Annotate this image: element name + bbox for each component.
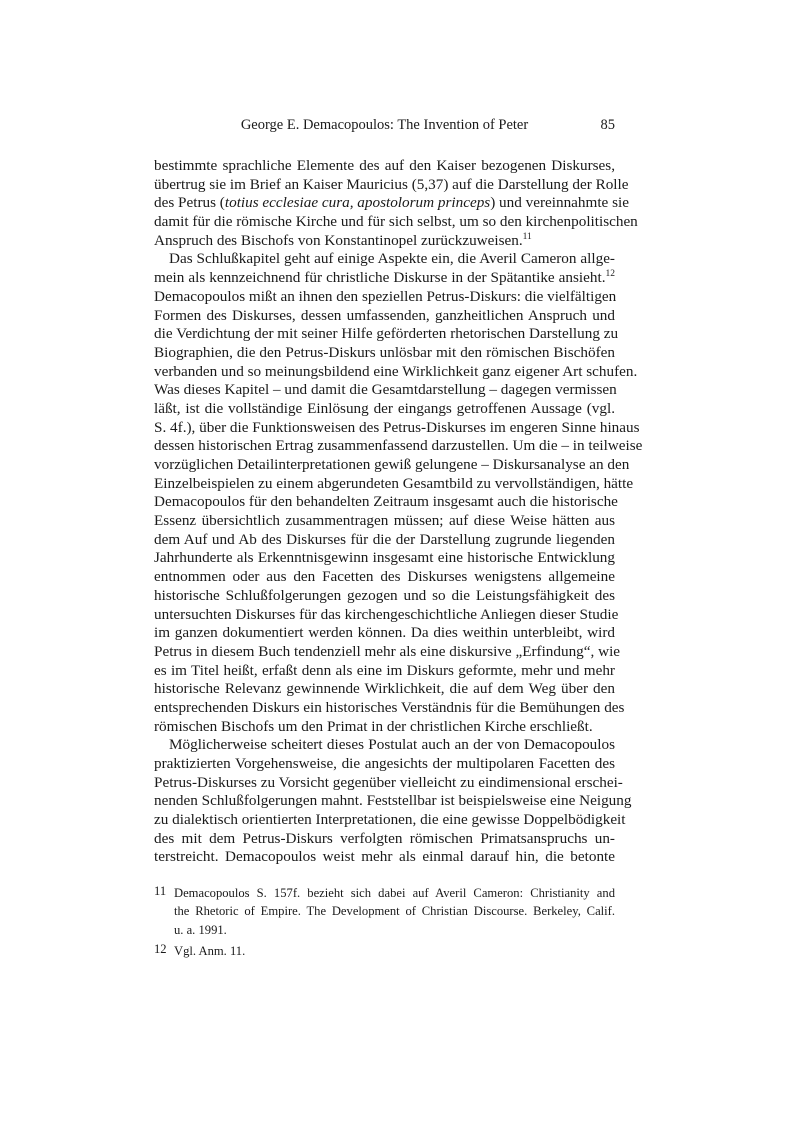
- text-segment: Petrus in diesem Buch tendenziell mehr als eine diskursive „Erfindung“, wie: [154, 642, 621, 660]
- footnote-reference: 12: [605, 269, 615, 280]
- text-line: [154, 698, 625, 718]
- text-line: [154, 157, 615, 176]
- text-line: [154, 512, 615, 531]
- text-segment: des mit dem Petrus-Diskurs verfolgten römischen Primatsanspruchs un-: [154, 829, 615, 847]
- text-segment: entsprechenden Diskurs ein historisches Verständnis für die Bemühungen des: [154, 698, 625, 716]
- text-segment: Einzelbeispielen zu einem abgerundeten Gesamtbild zu vervollständigen, hätte: [154, 474, 634, 492]
- text-line: [154, 344, 615, 363]
- text-segment: Demacopoulos für den behandelten Zeitraum insgesamt auch die historische: [154, 493, 618, 511]
- text-segment: Das Schlußkapitel geht auf einige Aspekte ein, die Averil Cameron allge-: [169, 250, 615, 268]
- running-header: [154, 117, 615, 137]
- text-line: [154, 680, 615, 699]
- text-segment: Demacopoulos mißt an ihnen den speziellen Petrus-Diskurs: die vielfältigen: [154, 287, 617, 305]
- text-line: [154, 848, 615, 867]
- text-line: [154, 792, 632, 811]
- text-line: [154, 456, 630, 475]
- text-segment: entnommen oder aus den Facetten des Diskurses wenigstens allgemeine: [154, 568, 615, 586]
- text-segment: bestimmte sprachliche Elemente des auf den Kaiser bezogenen Diskurses,: [154, 157, 615, 174]
- text-segment: damit für die römische Kirche und für sich selbst, um so den kirchenpolitischen: [154, 213, 638, 231]
- text-segment: läßt, ist die vollständige Einlösung der eingangs getroffenen Aussage (vgl.: [154, 399, 615, 417]
- text-segment: historische Schlußfolgerungen gezogen und so die Leistungsfähigkeit des: [154, 586, 615, 604]
- footnotes: [154, 884, 615, 963]
- text-segment: Anspruch des Bischofs von Konstantinopel zurückzuweisen.: [154, 231, 523, 249]
- paragraph: [154, 250, 643, 736]
- text-line: [154, 624, 615, 643]
- text-segment: Petrus-Diskurses zu Vorsicht gegenüber vielleicht zu eindimensional erschei-: [154, 773, 623, 791]
- text-line: [154, 213, 638, 232]
- footnote-number: 12: [154, 941, 167, 956]
- footnote-line: Demacopoulos S. 157f. bezieht sich dabei auf Averil Cameron: Christianity and: [174, 886, 615, 900]
- text-segment: vorzüglichen Detailinterpretationen gewiß gelungene – Diskursanalyse an den: [154, 456, 630, 473]
- text-segment: zu dialektisch orientierten Interpretationen, die eine gewisse Doppelbödigkeit: [154, 811, 626, 829]
- text-line: [154, 288, 615, 307]
- text-line: [154, 605, 619, 625]
- text-line: [154, 307, 615, 326]
- text-segment: mein als kennzeichnend für christliche Diskurse in der Spätantike ansieht.: [154, 269, 606, 287]
- text-line: [154, 493, 618, 512]
- text-segment: verbanden und so meinungsbildend eine Wirklichkeit ganz eigener Art schufen.: [154, 362, 638, 380]
- text-segment: Jahrhunderte als Erkenntnisgewinn insgesamt eine historische Entwicklung: [154, 549, 615, 567]
- text-line: [154, 549, 615, 568]
- text-line: [154, 175, 629, 195]
- text-line: [154, 755, 615, 774]
- footnote: [154, 942, 615, 960]
- italic-text: totius ecclesiae cura, apostolorum princeps: [224, 194, 491, 212]
- text-line: [154, 250, 615, 269]
- text-line: [154, 362, 638, 382]
- footnote-line: the Rhetoric of Empire. The Development of Christian Discourse. Berkeley, Calif.: [174, 904, 615, 919]
- text-line: [154, 773, 623, 793]
- text-line: [154, 568, 615, 587]
- text-line: [154, 736, 615, 755]
- text-line: [154, 811, 626, 830]
- text-segment: Möglicherweise scheitert dieses Postulat auch an der von Demacopoulos: [169, 736, 615, 754]
- text-segment: praktizierten Vorgehensweise, die angesichts der multipolaren Facetten des: [154, 755, 615, 772]
- body-text: [154, 157, 643, 867]
- text-segment: Was dieses Kapitel – und damit die Gesamtdarstellung – dagegen vermissen: [154, 381, 617, 399]
- text-segment: Biographien, die den Petrus-Diskurs unlösbar mit den römischen Bischöfen: [154, 343, 615, 361]
- text-line: [154, 381, 615, 400]
- text-line: [154, 418, 640, 438]
- paragraph: [154, 157, 638, 250]
- text-segment: übertrug sie im Brief an Kaiser Mauricius (5,37) auf die Darstellung der Rolle: [154, 175, 629, 193]
- text-line: [154, 474, 634, 494]
- text-line: [154, 718, 615, 737]
- text-line: [154, 587, 615, 606]
- text-segment: dessen historischen Ertrag zusammenfassend darzustellen. Um die – in teilweise: [154, 437, 643, 455]
- text-segment: dem Auf und Ab des Diskurses für die der Darstellung zugrunde liegenden: [154, 530, 615, 548]
- text-segment: terstreicht. Demacopoulos weist mehr als einmal darauf hin, die betonte: [154, 848, 615, 866]
- text-segment: des Petrus (: [154, 194, 225, 212]
- text-segment: ) und vereinnahmte sie: [490, 194, 629, 212]
- paragraph: [154, 736, 632, 867]
- page-number: 85: [600, 117, 615, 133]
- text-segment: es im Titel heißt, erfaßt denn als eine im Diskurs geformte, mehr und mehr: [154, 661, 615, 679]
- text-segment: römischen Bischofs um den Primat in der christlichen Kirche erschließt.: [154, 717, 593, 735]
- text-line: [154, 531, 615, 550]
- footnote-line: Vgl. Anm. 11.: [174, 943, 246, 958]
- text-line: [154, 232, 615, 251]
- footnote-number: 11: [154, 884, 167, 898]
- running-title: George E. Demacopoulos: The Invention of Peter: [240, 117, 529, 133]
- footnote-line: u. a. 1991.: [174, 922, 227, 937]
- text-segment: im ganzen dokumentiert werden können. Da dies weithin unterbleibt, wird: [154, 624, 615, 642]
- text-segment: S. 4f.), über die Funktionsweisen des Petrus-Diskurses im engeren Sinne hinaus: [154, 418, 640, 436]
- text-segment: untersuchten Diskurses für das kirchengeschichtliche Anliegen dieser Studie: [154, 605, 619, 623]
- footnote-reference: 11: [522, 231, 532, 242]
- text-line: [154, 325, 619, 344]
- text-line: [154, 662, 615, 681]
- text-line: [154, 400, 615, 419]
- text-segment: nenden Schlußfolgerungen mahnt. Feststellbar ist beispielsweise eine Neigung: [154, 792, 632, 810]
- text-line: [154, 194, 629, 213]
- text-line: [154, 437, 643, 456]
- text-line: [154, 830, 615, 849]
- text-segment: historische Relevanz gewinnende Wirklichkeit, die auf dem Weg über den: [154, 680, 615, 698]
- text-line: [154, 269, 615, 288]
- text-segment: Essenz übersichtlich zusammentragen müssen; auf diese Weise hätten aus: [154, 512, 615, 530]
- text-segment: die Verdichtung der mit seiner Hilfe geförderten rhetorischen Darstellung zu: [154, 325, 619, 343]
- text-line: [154, 642, 621, 662]
- footnote: [154, 884, 615, 939]
- text-segment: Formen des Diskurses, dessen umfassenden, ganzheitlichen Anspruch und: [154, 306, 615, 324]
